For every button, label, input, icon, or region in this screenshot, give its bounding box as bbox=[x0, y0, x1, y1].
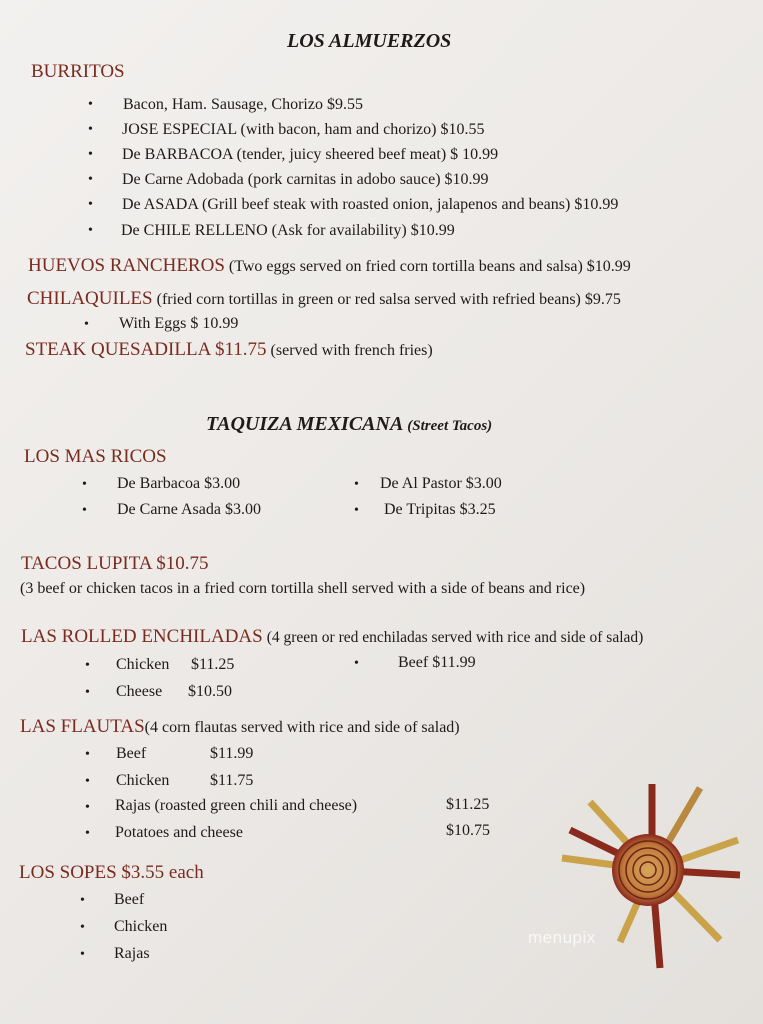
enchiladas-heading: LAS ROLLED ENCHILADAS bbox=[21, 626, 263, 647]
menu-item: De Carne Adobada (pork carnitas in adobo sauce) $10.99 bbox=[122, 171, 489, 188]
bullet-icon: • bbox=[85, 658, 90, 673]
lupita-desc: (3 beef or chicken tacos in a fried corn tortilla shell served with a side of beans and rice) bbox=[20, 580, 586, 597]
sopes-heading: LOS SOPES $3.55 each bbox=[19, 862, 204, 883]
bullet-icon: • bbox=[85, 826, 90, 841]
watermark: menupix bbox=[528, 928, 596, 947]
chilaquiles-line bbox=[27, 288, 621, 310]
bullet-icon: • bbox=[85, 774, 90, 789]
bullet-icon: • bbox=[80, 920, 85, 935]
steak-desc: (served with french fries) bbox=[270, 342, 433, 359]
bullet-icon: • bbox=[80, 947, 85, 962]
bullet-icon: • bbox=[82, 503, 87, 518]
bullet-icon: • bbox=[82, 477, 87, 492]
menu-item: De Barbacoa $3.00 bbox=[117, 475, 241, 492]
menu-item-price: $11.25 bbox=[446, 796, 490, 813]
menu-item: De CHILE RELLENO (Ask for availability) $10.99 bbox=[121, 222, 455, 239]
bullet-icon: • bbox=[88, 223, 93, 238]
enchiladas-desc: (4 green or red enchiladas served with rice and side of salad) bbox=[266, 629, 644, 646]
menu-item: De BARBACOA (tender, juicy sheered beef meat) $ 10.99 bbox=[122, 146, 499, 163]
lupita-heading: TACOS LUPITA $10.75 bbox=[21, 553, 209, 574]
huevos-line bbox=[28, 255, 631, 277]
almuerzos-title: LOS ALMUERZOS bbox=[287, 30, 452, 52]
huevos-desc: (Two eggs served on fried corn tortilla beans and salsa) $10.99 bbox=[228, 258, 631, 275]
menu-item-price: $11.99 bbox=[210, 745, 254, 762]
steak-line bbox=[25, 339, 433, 361]
bullet-icon: • bbox=[85, 685, 90, 700]
menu-item-price: $10.50 bbox=[188, 683, 232, 700]
steak-heading: STEAK QUESADILLA $11.75 bbox=[25, 339, 267, 360]
taquiza-title-line bbox=[206, 413, 492, 436]
menu-item-price: $10.75 bbox=[446, 822, 490, 839]
bullet-icon: • bbox=[84, 317, 89, 332]
bullet-icon: • bbox=[354, 477, 359, 492]
menu-item-name: Cheese bbox=[116, 683, 163, 700]
bullet-icon: • bbox=[85, 747, 90, 762]
bullet-icon: • bbox=[88, 147, 93, 162]
menu-item: De ASADA (Grill beef steak with roasted onion, jalapenos and beans) $10.99 bbox=[122, 196, 619, 213]
bullet-icon: • bbox=[88, 97, 93, 112]
flautas-line bbox=[20, 716, 460, 738]
burritos-heading: BURRITOS bbox=[31, 61, 125, 82]
mas-ricos-heading: LOS MAS RICOS bbox=[24, 446, 167, 467]
taquiza-title: TAQUIZA MEXICANA bbox=[206, 413, 404, 435]
menu-item: Rajas bbox=[114, 945, 150, 962]
menu-item-name: Chicken bbox=[116, 656, 170, 673]
menu-item-name: Beef bbox=[116, 745, 147, 762]
bullet-icon: • bbox=[85, 800, 90, 815]
menu-item-price: $11.25 bbox=[191, 656, 235, 673]
menu-item: De Al Pastor $3.00 bbox=[380, 475, 502, 492]
menu-item: Bacon, Ham. Sausage, Chorizo $9.55 bbox=[123, 96, 363, 113]
menu-item: Beef $11.99 bbox=[398, 654, 476, 671]
menu-item: JOSE ESPECIAL (with bacon, ham and chorizo) $10.55 bbox=[122, 121, 485, 138]
menu-item: De Carne Asada $3.00 bbox=[117, 501, 261, 518]
bullet-icon: • bbox=[88, 197, 93, 212]
menu-item: De Tripitas $3.25 bbox=[384, 501, 496, 518]
menu-item-name: Chicken bbox=[116, 772, 170, 789]
bullet-icon: • bbox=[80, 893, 85, 908]
menu-item: Chicken bbox=[114, 918, 168, 935]
chilaquiles-desc: (fried corn tortillas in green or red salsa served with refried beans) $9.75 bbox=[156, 291, 621, 308]
huevos-heading: HUEVOS RANCHEROS bbox=[28, 255, 225, 276]
menu-item: With Eggs $ 10.99 bbox=[119, 315, 239, 332]
chilaquiles-heading: CHILAQUILES bbox=[27, 288, 153, 309]
bullet-icon: • bbox=[354, 503, 359, 518]
flautas-heading: LAS FLAUTAS bbox=[20, 716, 145, 737]
bullet-icon: • bbox=[354, 656, 359, 671]
menu-item-price: $11.75 bbox=[210, 772, 254, 789]
flautas-desc: (4 corn flautas served with rice and side of salad) bbox=[144, 719, 460, 736]
bullet-icon: • bbox=[88, 172, 93, 187]
enchiladas-line bbox=[21, 626, 643, 648]
bullet-icon: • bbox=[88, 122, 93, 137]
taquiza-subtitle: (Street Tacos) bbox=[407, 418, 493, 434]
menu-item-name: Potatoes and cheese bbox=[115, 824, 243, 841]
menu-item: Beef bbox=[114, 891, 145, 908]
menu-item-name: Rajas (roasted green chili and cheese) bbox=[115, 797, 358, 814]
